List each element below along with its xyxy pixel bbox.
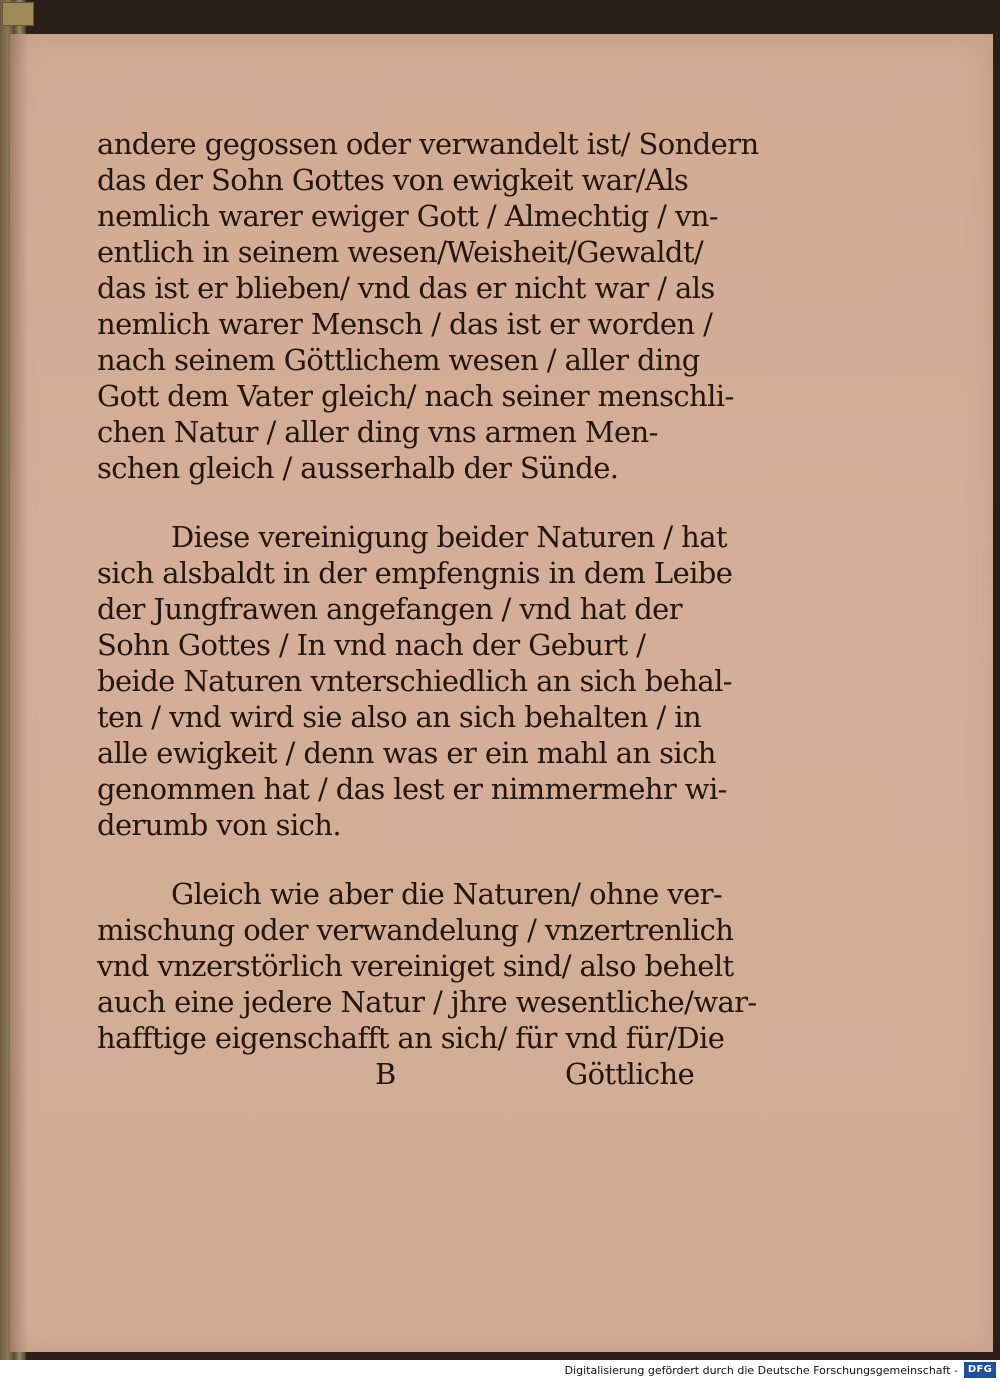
text-line: alle ewigkeit / denn was er ein mahl an sich [97, 736, 716, 770]
text-line: genommen hat / das lest er nimmermehr wi- [97, 772, 727, 806]
text-line: andere gegossen oder verwandelt ist/ Sondern [97, 127, 759, 161]
dfg-logo: DFG [964, 1362, 996, 1378]
text-line: der Jungfrawen angefangen / vnd hat der [97, 592, 682, 626]
book-page [10, 34, 993, 1352]
paragraph-gap [97, 843, 717, 876]
text-line: Diese vereinigung beider Naturen / hat [171, 520, 727, 554]
text-line: ten / vnd wird sie also an sich behalten / in [97, 700, 702, 734]
text-line: nemlich warer ewiger Gott / Almechtig / vn- [97, 199, 719, 233]
text-line: hafftige eigenschafft an sich/ für vnd für/Die [97, 1021, 725, 1055]
text-line: Gleich wie aber die Naturen/ ohne ver- [171, 877, 723, 911]
paragraph-3 [97, 876, 757, 1056]
text-line: Sohn Gottes / In vnd nach der Geburt / [97, 628, 646, 662]
text-line: chen Natur / aller ding vns armen Men- [97, 415, 658, 449]
text-line: beide Naturen vnterschiedlich an sich behal- [97, 664, 732, 698]
text-line: nemlich warer Mensch / das ist er worden / [97, 307, 713, 341]
catchword: Göttliche [565, 1057, 695, 1091]
page-foot-line [97, 1056, 717, 1092]
paragraph-1 [97, 126, 759, 486]
text-line: vnd vnzerstörlich vereiniget sind/ also behelt [97, 949, 734, 983]
text-line: das der Sohn Gottes von ewigkeit war/Als [97, 163, 689, 197]
text-line: nach seinem Göttlichem wesen / aller ding [97, 343, 700, 377]
text-line: entlich in seinem wesen/Weisheit/Gewaldt/ [97, 235, 704, 269]
paragraph-2 [97, 519, 733, 843]
page-text-block [97, 126, 759, 1092]
funding-credit: Digitalisierung gefördert durch die Deutsche Forschungsgemeinschaft - [564, 1364, 958, 1377]
digitization-footer [0, 1360, 1000, 1382]
text-line: schen gleich / ausserhalb der Sünde. [97, 451, 619, 485]
text-line: sich alsbaldt in der empfengnis in dem Leibe [97, 556, 733, 590]
text-line: auch eine jedere Natur / jhre wesentliche/war- [97, 985, 757, 1019]
text-line: mischung oder verwandelung / vnzertrenlich [97, 913, 734, 947]
page-gutter-shadow [10, 34, 28, 1352]
paragraph-gap [97, 486, 717, 519]
text-line: Gott dem Vater gleich/ nach seiner menschli- [97, 379, 734, 413]
binding-tab [2, 2, 34, 26]
text-line: derumb von sich. [97, 808, 341, 842]
signature-mark: B [375, 1057, 396, 1091]
text-line: das ist er blieben/ vnd das er nicht war / als [97, 271, 715, 305]
